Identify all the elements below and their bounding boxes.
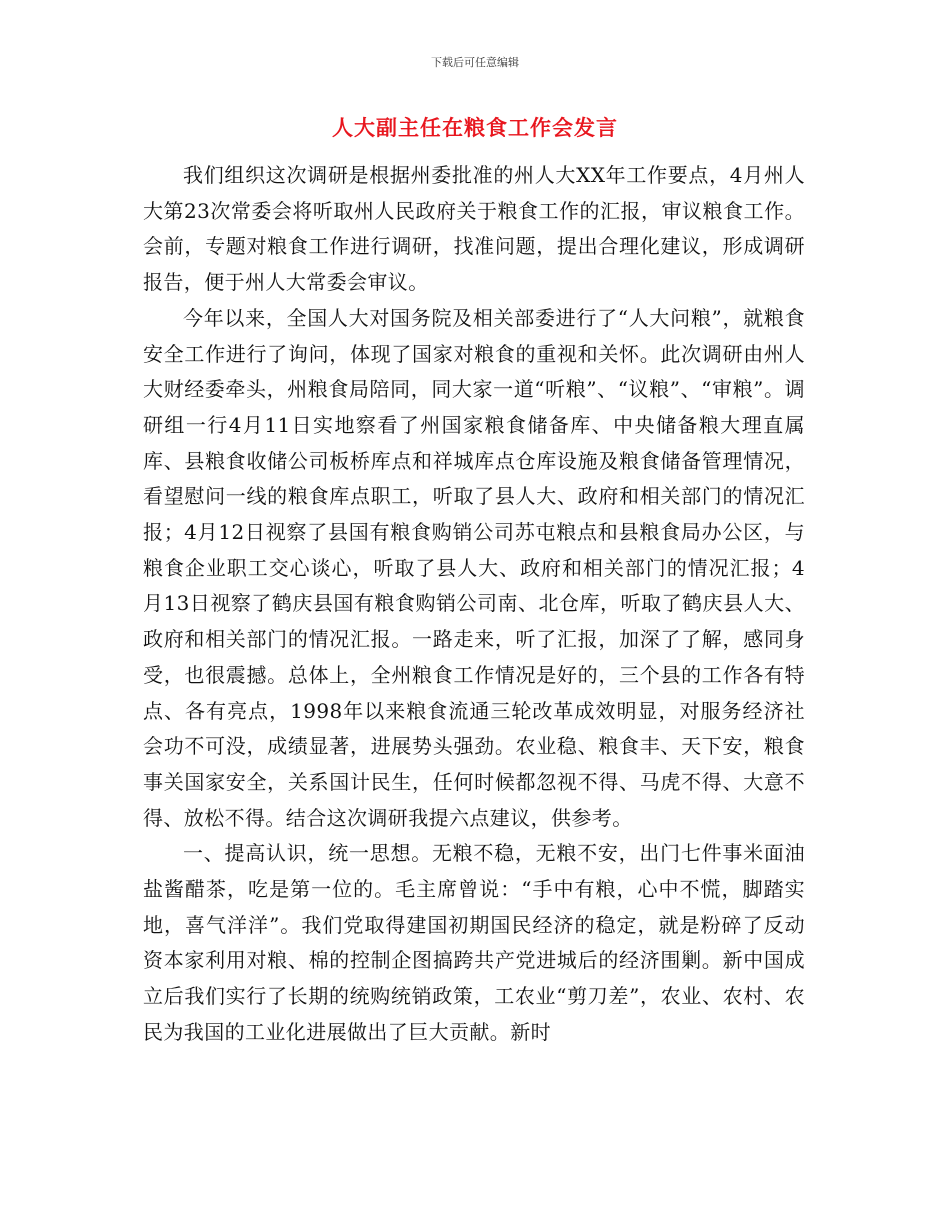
document-title: 人大副主任在粮食工作会发言 xyxy=(332,116,618,140)
paragraph-intro: 我们组织这次调研是根据州委批准的州人大XX年工作要点，4月州人大第23次常委会将听取州人民政府关于粮食工作的汇报，审议粮食工作。会前，专题对粮食工作进行调研，找准问题，提出合理化建议，形成调研报告，便于州人大常委会审议。 xyxy=(143,163,805,295)
paragraph-suggestion-one: 一、提高认识，统一思想。无粮不稳，无粮不安，出门七件事米面油盐酱醋茶，吃是第一位的。毛主席曾说：“手中有粮，心中不慌，脚踏实地，喜气洋洋”。我们党取得建国初期国民经济的稳定，就是粉碎了反动资本家利用对粮、棉的控制企图搞跨共产党进城后的经济围剿。新中国成立后我们实行了长期的统购统销政策，工农业“剪刀差”，农业、农村、农民为我国的工业化进展做出了巨大贡献。新时 xyxy=(143,841,805,1044)
document-body xyxy=(143,158,805,1051)
paragraph-investigation: 今年以来，全国人大对国务院及相关部委进行了“人大问粮”，就粮食安全工作进行了询问，体现了国家对粮食的重视和关怀。此次调研由州人大财经委牵头，州粮食局陪同，同大家一道“听粮”、“议粮”、“审粮”。调研组一行4月11日实地察看了州国家粮食储备库、中央储备粮大理直属库、县粮食收储公司板桥库点和祥城库点仓库设施及粮食储备管理情况，看望慰问一线的粮食库点职工，听取了县人大、政府和相关部门的情况汇报；4月12日视察了县国有粮食购销公司苏屯粮点和县粮食局办公区，与粮食企业职工交心谈心，听取了县人大、政府和相关部门的情况汇报；4月13日视察了鹤庆县国有粮食购销公司南、北仓库，听取了鹤庆县人大、政府和相关部门的情况汇报。一路走来，听了汇报，加深了了解，感同身受，也很震撼。总体上，全州粮食工作情况是好的，三个县的工作各有特点、各有亮点，1998年以来粮食流通三轮改革成效明显，对服务经济社会功不可没，成绩显著，进展势头强劲。农业稳、粮食丰、天下安，粮食事关国家安全，关系国计民生，任何时候都忽视不得、马虎不得、大意不得、放松不得。结合这次调研我提六点建议，供参考。 xyxy=(143,305,805,830)
header-note: 下载后可任意编辑 xyxy=(431,56,519,69)
